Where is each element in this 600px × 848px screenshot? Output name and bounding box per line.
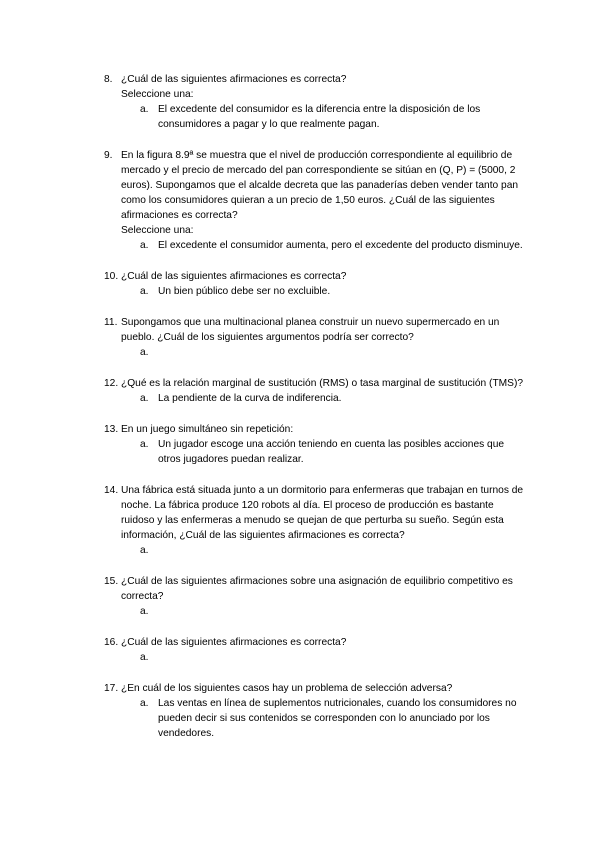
question-text: Supongamos que una multinacional planea construir un nuevo supermercado en un pueblo. ¿Cuál de los siguientes argumentos podría ser correcto? <box>121 317 500 343</box>
question-11 <box>104 315 524 360</box>
answer-letter: a. <box>140 286 149 297</box>
answer-text: El excedente del consumidor es la diferencia entre la disposición de los consumidores a pagar y lo que realmente pagan. <box>158 104 481 130</box>
answer-text: La pendiente de la curva de indiferencia. <box>158 393 342 404</box>
answer-option <box>121 238 524 253</box>
question-text: En la figura 8.9ª se muestra que el nivel de producción correspondiente al equilibrio de mercado y el precio de mercado del pan correspondiente se sitúan en (Q, P) = (5000, 2 euros). Supongamos que el alcalde decreta que las panaderías deben vender tanto pan como los consumidores quieran a un precio de 1,50 euros. ¿Cuál de las siguientes afirmaciones es correcta? <box>121 150 519 221</box>
answer-letter: a. <box>140 545 149 556</box>
answer-option <box>121 345 524 360</box>
answer-text: Un bien público debe ser no excluible. <box>158 286 331 297</box>
question-13 <box>104 422 524 467</box>
question-text: ¿Cuál de las siguientes afirmaciones es correcta? <box>121 271 347 282</box>
answer-text <box>158 606 161 617</box>
select-label: Seleccione una: <box>121 89 194 100</box>
question-number: 8. <box>104 74 113 85</box>
question-number: 15. <box>104 576 119 587</box>
question-10 <box>104 269 524 299</box>
answer-letter: a. <box>140 347 149 358</box>
question-text: En un juego simultáneo sin repetición: <box>121 424 294 435</box>
answer-option <box>121 391 524 406</box>
question-text: ¿Cuál de las siguientes afirmaciones es correcta? <box>121 74 347 85</box>
question-8 <box>104 72 524 132</box>
answer-letter: a. <box>140 652 149 663</box>
answer-letter: a. <box>140 104 149 115</box>
answer-letter: a. <box>140 240 149 251</box>
question-number: 16. <box>104 637 119 648</box>
answer-option <box>121 696 524 741</box>
question-text: ¿Cuál de las siguientes afirmaciones sobre una asignación de equilibrio competitivo es correcta? <box>121 576 513 602</box>
question-number: 12. <box>104 378 119 389</box>
question-number: 14. <box>104 485 119 496</box>
question-15 <box>104 574 524 619</box>
question-list <box>104 72 524 757</box>
question-12 <box>104 376 524 406</box>
answer-letter: a. <box>140 606 149 617</box>
question-17 <box>104 681 524 741</box>
answer-text <box>158 545 161 556</box>
answer-text: Un jugador escoge una acción teniendo en cuenta las posibles acciones que otros jugadores puedan realizar. <box>158 439 505 465</box>
question-text: ¿Qué es la relación marginal de sustitución (RMS) o tasa marginal de sustitución (TMS)? <box>121 378 524 389</box>
answer-text <box>158 347 161 358</box>
question-9 <box>104 148 524 253</box>
answer-option <box>121 437 524 467</box>
question-number: 11. <box>104 317 118 328</box>
question-number: 17. <box>104 683 119 694</box>
answer-option <box>121 604 524 619</box>
question-number: 9. <box>104 150 113 161</box>
answer-text: El excedente el consumidor aumenta, pero el excedente del producto disminuye. <box>158 240 523 251</box>
answer-letter: a. <box>140 393 149 404</box>
question-16 <box>104 635 524 665</box>
answer-text <box>158 652 161 663</box>
select-label: Seleccione una: <box>121 225 194 236</box>
answer-letter: a. <box>140 439 149 450</box>
answer-option <box>121 284 524 299</box>
question-14 <box>104 483 524 558</box>
question-number: 13. <box>104 424 119 435</box>
answer-letter: a. <box>140 698 149 709</box>
question-text: ¿En cuál de los siguientes casos hay un problema de selección adversa? <box>121 683 453 694</box>
answer-text: Las ventas en línea de suplementos nutricionales, cuando los consumidores no pueden decir si sus contenidos se corresponden con lo anunciado por los vendedores. <box>158 698 517 739</box>
answer-option <box>121 102 524 132</box>
question-text: Una fábrica está situada junto a un dormitorio para enfermeras que trabajan en turnos de noche. La fábrica produce 120 robots al día. El proceso de producción es bastante ruidoso y las enfermeras a menudo se quejan de que perturba su sueño. Según esta información, ¿Cuál de las siguientes afirmaciones es correcta? <box>121 485 524 541</box>
answer-option <box>121 543 524 558</box>
answer-option <box>121 650 524 665</box>
question-number: 10. <box>104 271 119 282</box>
question-text: ¿Cuál de las siguientes afirmaciones es correcta? <box>121 637 347 648</box>
